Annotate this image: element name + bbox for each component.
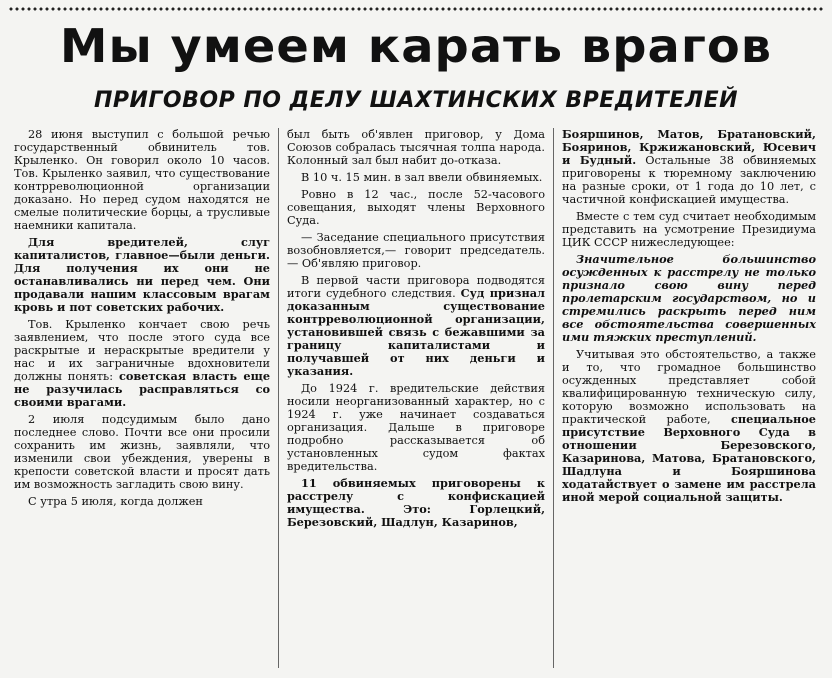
text: Остальные 38 обвиняемых приговорены к тюремному заключению на разные сроки, от 1 года до 10 лет, с частичной конфискацией имущества. [562,154,816,206]
text: В первой части приговора подводятся итоги судебного следствия. [287,274,545,300]
paragraph [287,274,545,378]
dotted-rule [8,6,824,12]
paragraph: Значительное большинство осужденных к расстрелу не только признало свою вину перед пролетарским государством, но и стремились раскрыть перед ним все обстоятельства совершенных ими тяжких преступлений. [562,252,816,344]
bold-text: Для вредителей, слуг капиталистов, главное—были деньги. [14,235,270,262]
article-body [14,128,818,668]
paragraph: Ровно в 12 час., после 52-часового совещания, выходят члены Верховного Суда. [287,188,545,227]
paragraph: 11 обвиняемых приговорены к расстрелу с конфискацией имущества. Это: Горлецкий, Березовский, Шадлун, Казаринов, [287,476,545,529]
text: Учитывая это обстоятельство, а также и то, что громадное большинство осужденных представляет собой квалифицированную техническую силу, которую возможно использовать на практической работе, [562,348,816,426]
bold-text: советская власть еще не разучилась расправляться со своими врагами. [14,369,270,409]
bold-text: специальное присутствие Верховного Суда в отношении Березовского, Казаринова, Матова, Братановского, Шадлуна и Бояршинова ходатайствует о замене им расстрела иной мерой социальной защиты. [562,412,816,504]
paragraph: 28 июня выступил с большой речью государственный обвинитель тов. Крыленко. Он говорил около 10 часов. Тов. Крыленко заявил, что существование контрреволюционной организации доказано. Но перед судом находятся не смелые политические борцы, а трусливые наемники капитала. [14,128,270,232]
paragraph [14,236,270,314]
bold-text: Бояршинов, Матов, Братановский, Бояринов, Кржижановский, Юсевич и Будный. [562,128,816,167]
paragraph: С утра 5 июля, когда должен [28,495,203,508]
paragraph [562,348,816,504]
paragraph: 2 июля подсудимым было дано последнее слово. Почти все они просили сохранить им жизнь, заявляли, что изменили свои убеждения, уверены в крепости советской власти и просят дать им возможность загладить свою вину. [14,413,270,491]
column-1 [14,128,278,668]
page-title: Мы умеем карать врагов [59,19,773,73]
paragraph: был быть об'явлен приговор, у Дома Союзов собралась тысячная толпа народа. Колонный зал был набит до-отказа. [287,128,545,167]
bold-text: Суд признал доказанным существование контрреволюционной организации, установившей связь с бежавшими за границу капиталистами и получавшей от них деньги и указания. [287,286,545,378]
paragraph: До 1924 г. вредительские действия носили неорганизованный характер, но с 1924 г. уже начинает создаваться организация. Дальше в приговоре подробно рассказывается об установленных судом фактах вредительства. [287,382,545,473]
bold-text: Для получения их они не останавливались ни перед чем. Они продавали нашим классовым врагам кровь и пот советских рабочих. [14,261,270,314]
paragraph [562,128,816,206]
paragraph: В 10 ч. 15 мин. в зал ввели обвиняемых. [301,171,543,184]
text: Тов. Крыленко кончает свою речь заявлением, что после этого суда все раскрытые и нераскрытые вредители у нас и их заграничные вдохновители должны понять: [14,318,270,383]
column-2 [278,128,554,668]
paragraph [14,318,270,409]
subtitle: ПРИГОВОР ПО ДЕЛУ ШАХТИНСКИХ ВРЕДИТЕЛЕЙ [93,88,739,113]
paragraph: — Заседание специального присутствия возобновляется,— говорит председатель. — Об'являю приговор. [287,231,545,270]
column-3 [554,128,816,668]
paragraph: Вместе с тем суд считает необходимым представить на усмотрение Президиума ЦИК СССР нижеследующее: [562,210,816,249]
